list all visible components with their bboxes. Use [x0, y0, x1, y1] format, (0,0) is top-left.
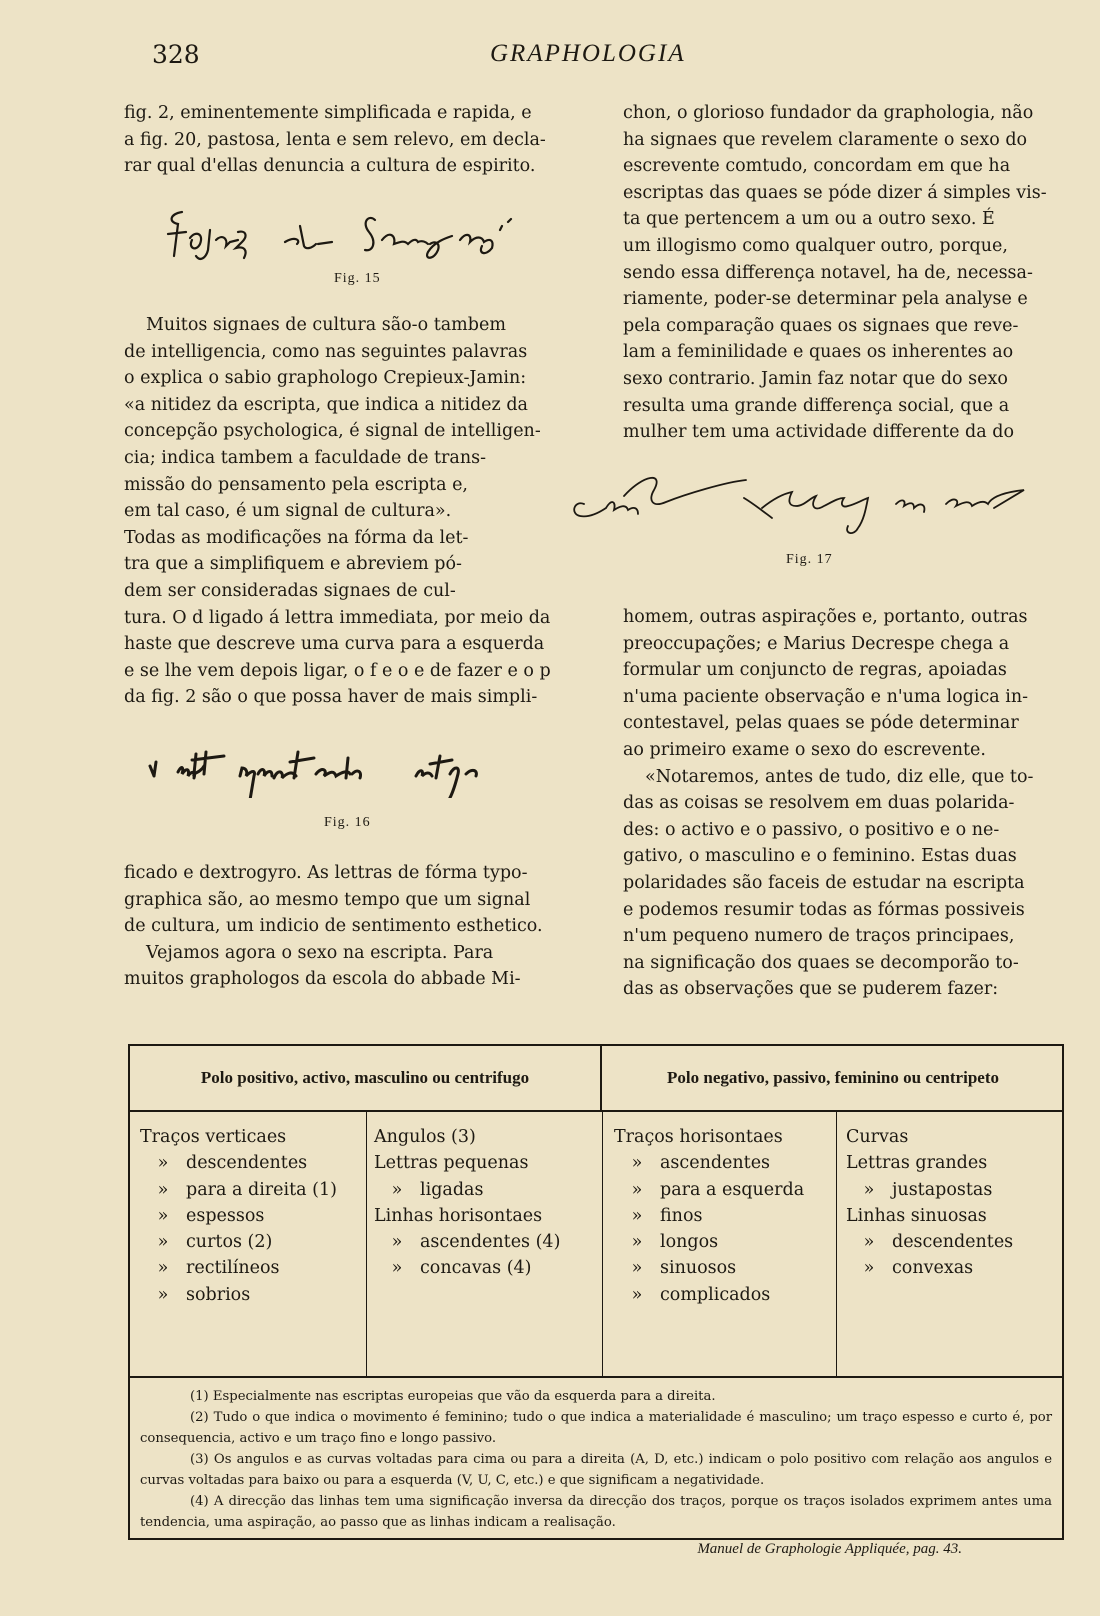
table-cell: » complicados: [631, 1284, 771, 1305]
table-cell: » finos: [631, 1205, 703, 1226]
figure-caption-15: Fig. 15: [334, 271, 381, 286]
table-cell: Curvas: [846, 1127, 909, 1147]
table-column-2: [374, 1112, 602, 1376]
text-line: tura. O d ligado á lettra immediata, por meio da: [124, 607, 551, 628]
text-line: lam a feminilidade e quaes os inherentes ao: [623, 342, 1014, 363]
text-line: n'um pequeno numero de traços principaes,: [623, 926, 1015, 947]
text-line: o explica o sabio graphologo Crepieux-Jamin:: [124, 368, 527, 389]
citation-source: Manuel de Graphologie Appliquée, pag. 43.: [697, 1541, 962, 1557]
text-line: haste que descreve uma curva para a esquerda: [124, 634, 545, 655]
text-line: gativo, o masculino e o feminino. Estas duas: [623, 846, 1017, 867]
table-cell: » descendentes: [157, 1153, 308, 1174]
figure-caption-17: Fig. 17: [786, 552, 833, 567]
text-line: das as observações que se puderem fazer:: [623, 979, 999, 1000]
text-line: sendo essa differença notavel, ha de, necessa-: [623, 262, 1033, 283]
footnote-4: (4) A direcção das linhas tem uma significação inversa da direcção dos traços, porque os traços isolados exprimem antes uma tendencia, uma aspiração, ao passo que as linhas indicam a realisação.: [140, 1494, 1052, 1530]
table-divider-center: [602, 1112, 603, 1376]
text-line: missão do pensamento pela escripta e,: [124, 474, 468, 495]
right-column-block-2: [623, 604, 1073, 1003]
handwriting-sample-fig16: [140, 738, 580, 798]
text-line: contestavel, pelas quaes se póde determinar: [623, 713, 1019, 734]
text-line: em tal caso, é um signal de cultura».: [124, 501, 452, 522]
text-line: ao primeiro exame o sexo do escrevente.: [623, 739, 986, 760]
table-cell: » sobrios: [157, 1284, 251, 1305]
table-footnotes: [130, 1376, 1062, 1560]
text-line: mulher tem uma actividade differente da do: [623, 422, 1014, 443]
text-line: resulta uma grande differença social, que a: [623, 395, 1010, 416]
text-line: Todas as modificações na fórma da let-: [124, 527, 469, 548]
left-column-block-1: [124, 100, 580, 180]
table-cell: » rectilíneos: [157, 1258, 280, 1279]
text-line: ha signaes que revelem claramente o sexo do: [623, 129, 1028, 150]
text-line: chon, o glorioso fundador da graphologia, não: [623, 103, 1034, 123]
text-line: escriptas das quaes se póde dizer á simples vis-: [623, 182, 1047, 203]
text-line: das as coisas se resolvem em duas polarida-: [623, 793, 1015, 814]
table-divider-right: [836, 1112, 837, 1376]
table-cell: » ascendentes: [631, 1153, 771, 1174]
table-cell: » convexas: [863, 1258, 974, 1279]
table-cell: » concavas (4): [391, 1258, 532, 1279]
table-cell: Traços verticaes: [140, 1127, 287, 1147]
table-cell: » ligadas: [391, 1179, 484, 1200]
figure-caption-16: Fig. 16: [324, 815, 371, 830]
table-cell: » para a esquerda: [631, 1179, 805, 1200]
text-line: riamente, poder-se determinar pela analyse e: [623, 289, 1028, 310]
table-header-positive: Polo positivo, activo, masculino ou centrifugo: [130, 1046, 602, 1112]
text-line: Vejamos agora o sexo na escripta. Para: [146, 942, 494, 963]
text-line: e podemos resumir todas as fórmas possiveis: [623, 899, 1025, 920]
table-header-negative: Polo negativo, passivo, feminino ou centripeto: [602, 1046, 1064, 1112]
text-line: ta que pertencem a um ou a outro sexo. É: [623, 209, 995, 230]
text-line: sexo contrario. Jamin faz notar que do sexo: [623, 368, 1008, 389]
text-line: «a nitidez da escripta, que indica a nitidez da: [124, 394, 528, 415]
text-line: concepção psychologica, é signal de intelligen-: [124, 421, 541, 442]
text-line: homem, outras aspirações e, portanto, outras: [623, 607, 1028, 627]
text-line: e se lhe vem depois ligar, o f e o e de fazer e o p: [124, 660, 551, 681]
text-line: «Notaremos, antes de tudo, diz elle, que to-: [645, 766, 1034, 787]
text-line: formular um conjuncto de regras, apoiadas: [623, 660, 1007, 681]
table-cell: Linhas sinuosas: [846, 1205, 987, 1226]
text-line: preoccupações; e Marius Decrespe chega a: [623, 633, 1010, 654]
text-line: fig. 2, eminentemente simplificada e rapida, e: [124, 103, 532, 123]
footnote-3: (3) Os angulos e as curvas voltadas para cima ou para a direita (A, D, etc.) indicam o polo positivo com relação aos angulos e curvas voltadas para baixo ou para a esquerda (V, U, C, etc.) e que significam a negatividade.: [140, 1452, 1052, 1488]
right-column-block-1: [623, 100, 1073, 446]
running-title: GRAPHOLOGIA: [490, 40, 686, 67]
table-cell: » para a direita (1): [157, 1179, 337, 1200]
text-line: um illogismo como qualquer outro, porque,: [623, 235, 1008, 256]
text-line: na significação dos quaes se decomporão to-: [623, 952, 1019, 973]
table-cell: Angulos (3): [374, 1127, 476, 1147]
table-cell: » longos: [631, 1232, 719, 1253]
text-line: dem ser consideradas signaes de cul-: [124, 580, 456, 601]
text-line: polaridades são faceis de estudar na escripta: [623, 872, 1025, 893]
text-line: de intelligencia, como nas seguintes palavras: [124, 341, 528, 362]
handwriting-sample-fig15: [160, 200, 560, 270]
page-header: [0, 40, 1100, 80]
left-column-block-3: [124, 860, 580, 993]
text-line: pela comparação quaes os signaes que reve-: [623, 315, 1019, 336]
text-line: escrevente comtudo, concordam em que ha: [623, 156, 1011, 177]
text-line: ficado e dextrogyro. As lettras de fórma typo-: [124, 863, 528, 883]
polarity-table: [128, 1044, 1064, 1557]
left-column-block-2: [124, 312, 580, 711]
table-cell: Traços horisontaes: [614, 1127, 783, 1147]
text-line: rar qual d'ellas denuncia a cultura de espirito.: [124, 156, 536, 177]
table-cell: » descendentes: [863, 1232, 1014, 1253]
footnote-2: (2) Tudo o que indica o movimento é feminino; tudo o que indica a materialidade é masculino; um traço espesso e curto é, por consequencia, activo e um traço fino e longo passivo.: [140, 1410, 1052, 1446]
text-line: n'uma paciente observação e n'uma logica in-: [623, 686, 1029, 707]
table-cell: Lettras grandes: [846, 1153, 988, 1174]
table-cell: Lettras pequenas: [374, 1153, 529, 1174]
text-line: des: o activo e o passivo, o positivo e o ne-: [623, 819, 1000, 840]
table-cell: » espessos: [157, 1205, 265, 1226]
text-line: da fig. 2 são o que possa haver de mais simpli-: [124, 687, 538, 708]
table-divider-left: [366, 1112, 367, 1376]
table-cell: » sinuosos: [631, 1258, 737, 1279]
text-line: cia; indica tambem a faculdade de trans-: [124, 447, 486, 468]
text-line: graphica são, ao mesmo tempo que um signal: [124, 889, 531, 910]
table-column-3: [614, 1112, 836, 1376]
text-line: de cultura, um indicio de sentimento esthetico.: [124, 916, 543, 937]
table-cell: » ascendentes (4): [391, 1232, 561, 1253]
page-number: 328: [152, 40, 200, 69]
table-column-1: [140, 1112, 366, 1376]
text-line: a fig. 20, pastosa, lenta e sem relevo, em decla-: [124, 129, 546, 150]
handwriting-sample-fig17: [566, 470, 1066, 550]
footnote-1: (1) Especialmente nas escriptas europeias que vão da esquerda para a direita.: [190, 1389, 716, 1404]
table-cell: » curtos (2): [157, 1232, 273, 1253]
text-line: tra que a simplifiquem e abreviem pó-: [124, 554, 462, 575]
table-cell: » justapostas: [863, 1179, 993, 1200]
text-line: Muitos signaes de cultura são-o tambem: [146, 315, 506, 335]
table-cell: Linhas horisontaes: [374, 1205, 543, 1226]
text-line: muitos graphologos da escola do abbade Mi-: [124, 969, 521, 990]
table-column-4: [846, 1112, 1062, 1376]
